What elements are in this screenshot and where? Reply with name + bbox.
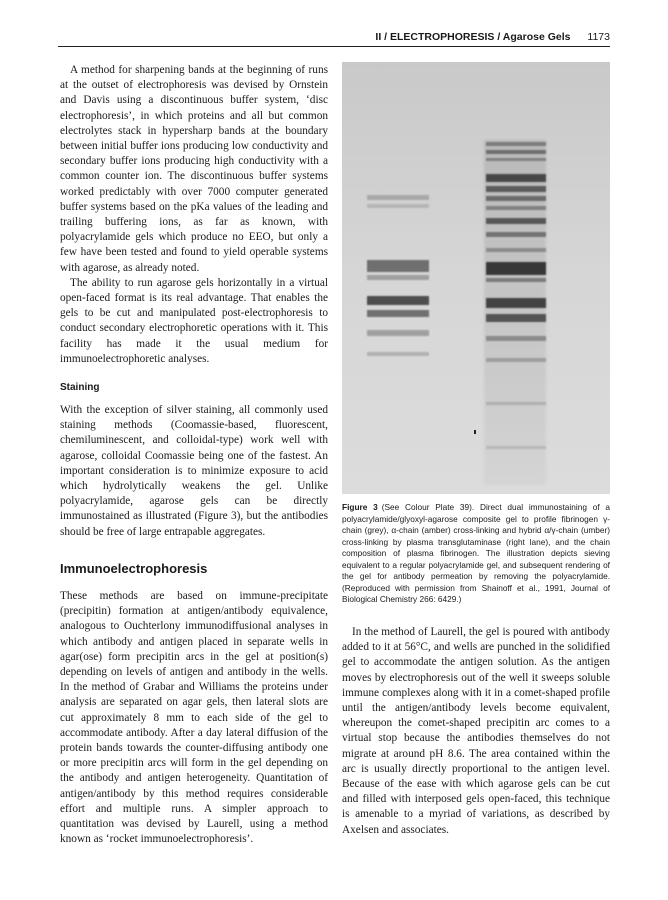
band — [367, 296, 429, 305]
band — [367, 330, 429, 336]
band — [367, 204, 429, 208]
figure-caption — [342, 502, 610, 606]
running-head-section: II / ELECTROPHORESIS / Agarose Gels — [375, 31, 571, 43]
header-rule — [58, 46, 610, 47]
right-column — [342, 625, 610, 838]
band — [367, 275, 429, 280]
figure-label: Figure 3 — [342, 502, 378, 512]
band — [486, 248, 546, 252]
band — [486, 314, 546, 322]
band — [367, 195, 429, 200]
band — [486, 186, 546, 192]
band — [486, 158, 546, 161]
band — [486, 262, 546, 275]
body-paragraph: With the exception of silver staining, all commonly used staining methods (Coomassie-based, fluorescent, chemiluminescent, and colloidal-type) work well with agarose, colloidal Coomassie being one of the fastest. An important consideration is to minimize exposure to acid which hydrolytically weakens the gel. Unlike polyacrylamide, agarose gels can be directly immunostained as illustrated (Figure 3), but the antibodies should be free of large entrapable aggregates. — [60, 404, 328, 538]
band — [486, 336, 546, 341]
left-column — [60, 63, 328, 847]
body-paragraph: In the method of Laurell, the gel is poured with antibody added to it at 56°C, and wells are punched in the solidified gel to accommodate the antigen solution. As the antigen moves by electrophoresis out of the well it sweeps soluble immune complexes along with it in a comet-shaped profile until the antigen/antibody levels become equivalent, whereupon the comet-shaped precipitin arc comes to a virtual stop because the antibodies themselves do not migrate at around pH 8.6. The area contained within the arc is usually directly proportional to the antigen level. Because of the ease with which agarose gels can be cut and filled with interposed gels open-faced, this technique is amenable to a myriad of variations, as described by Axelsen and associates. — [342, 626, 610, 836]
band — [486, 150, 546, 154]
band — [486, 174, 546, 182]
band — [367, 310, 429, 317]
band — [486, 298, 546, 308]
section-heading-immunoelectrophoresis: Immunoelectrophoresis — [60, 560, 208, 576]
band — [367, 260, 429, 272]
body-paragraph: A method for sharpening bands at the beginning of runs at the outset of electrophoresis was devised by Ornstein and Davis using a discontinuous buffer system, ‘disc electrophoresis’, in which proteins and all but common electrolytes stack in hypersharp bands at the boundary between initial buffer ions producing low conductivity and secondary buffer ions producing high conductivity with a common counter ion. The discontinuous buffer systems worked predictably with over 7000 computer generated buffer systems based on the pKa values of the leading and trailing buffering ions, as far as known, with polyacrylamide gels which produce no EEO, but only a few have been tested and found to yield operable systems with agarose, as already noted. — [60, 64, 328, 274]
gel-speck — [474, 430, 476, 434]
band — [486, 206, 546, 210]
body-paragraph: These methods are based on immune-precipitate (precipitin) formation at antigen/antibody equivalence, analogous to Ouchterlony immunodiffusional analyses in which antibody and antigen placed in separate wells in agar(ose) form precipitin arcs in the gel at position(s) depending on levels of antigen and antibody in the wells. In the method of Grabar and Williams the proteins under analysis are separated on agar gels, then lateral slots are cut approximately 8 mm to each side of the gel to accommodate antibody. After a day lateral diffusion of the protein bands towards the counter-diffusing antibody one or more precipitin arcs will form in the gel depending on the antibody and antigen heterogeneity. Quantitation of antigen/antibody by this method requires considerable effort and multiple runs. A simpler approach to quantitation was devised by Laurell, using a method known as ‘rocket immunoelectrophoresis’. — [60, 589, 328, 846]
figure-caption-text: (See Colour Plate 39). Direct dual immunostaining of a polyacrylamide/glyoxyl-agarose composite gel to profile fibrinogen γ-chain (grey), α-chain (amber) cross-linking and hybrid α/γ-chain (umber) cross-linking by plasma transglutaminase (right lane), and the chain composition of plasma fibrinogen. The illustration depicts sieving equivalent to a regular polyacrylamide gel, and subsequent rendering of the gel for antibody permeation by removing the polyacrylamide. (Reproduced with permission from Shainoff et al., 1991, Journal of Biological Chemistry 266: 6429.) — [342, 502, 610, 604]
band — [486, 218, 546, 224]
band — [486, 196, 546, 201]
band — [486, 232, 546, 237]
band — [367, 352, 429, 356]
band — [486, 446, 546, 449]
page-number: 1173 — [587, 31, 610, 43]
figure-gel-image — [342, 62, 610, 494]
band — [486, 358, 546, 362]
running-head — [360, 31, 610, 45]
body-paragraph: The ability to run agarose gels horizontally in a virtual open-faced format is its real advantage. That enables the gels to be cut and manipulated post-electrophoresis to conduct secondary electrophoretic operations with it. This facility has made it the usual medium for immunoelectrophoretic analyses. — [60, 276, 328, 365]
gel-photograph — [342, 62, 610, 494]
band — [486, 402, 546, 405]
band — [486, 142, 546, 146]
band — [486, 278, 546, 282]
section-heading-staining: Staining — [60, 382, 100, 394]
